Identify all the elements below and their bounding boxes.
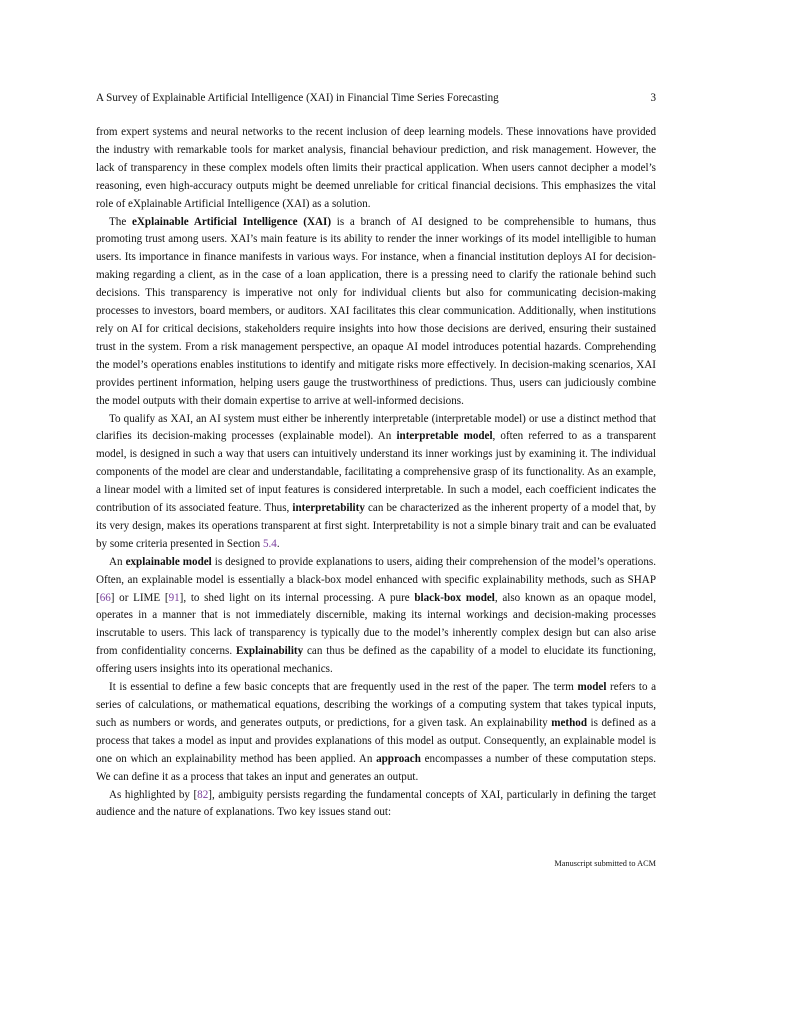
text-run: An — [109, 555, 126, 568]
page-number: 3 — [650, 92, 656, 104]
citation-link-91[interactable]: 91 — [168, 591, 180, 604]
text-run: ], ambiguity persists regarding the fundamental concepts of XAI, particularly in defining the target audience and the nature of explanations. Two key issues stand out: — [96, 788, 656, 819]
paragraph-4 — [96, 554, 656, 679]
paragraph-1 — [96, 124, 656, 214]
text-run: It is essential to define a few basic concepts that are frequently used in the rest of the paper. The term — [109, 681, 578, 694]
text-run: As highlighted by [ — [109, 788, 198, 801]
text-run: is designed to provide explanations to users, aiding their comprehension of the model’s operations. Often, an explainable model is essentially a black-box model enhanced with specific explainability methods, such as SHAP [ — [96, 555, 656, 604]
main-body — [96, 124, 656, 822]
paragraph-2 — [96, 214, 656, 411]
text-run: ], to shed light on its internal processing. A pure — [179, 591, 415, 604]
text-run: encompasses a number of these computation steps. We can define it as a process that takes an input and generates an output. — [96, 752, 656, 783]
term-interpretable-model: interpretable model — [396, 430, 493, 443]
text-run: refers to a series of calculations, or mathematical equations, describing the workings of a computing system that takes typical inputs, such as numbers or words, and generates outputs, or predictions, for a given task. An explainability — [96, 681, 656, 729]
text-run: is defined as a process that takes a model as input and provides explanations of this model as output. Consequently, an explainable model is one on which an explainability method has been applied. An — [96, 716, 656, 765]
running-header — [96, 91, 656, 105]
citation-link-82[interactable]: 82 — [197, 788, 209, 801]
term-interpretability: interpretability — [292, 502, 365, 515]
footer-note: Manuscript submitted to ACM — [554, 859, 656, 868]
paragraph-5 — [96, 679, 656, 786]
paragraph-3 — [96, 411, 656, 554]
paragraph-6 — [96, 787, 656, 823]
term-black-box-model: black-box model — [414, 591, 495, 604]
term-method: method — [551, 716, 587, 729]
text-run: can thus be defined as the capability of a model to elucidate its functioning, offering users insights into its operational mechanics. — [96, 645, 656, 676]
citation-link-66[interactable]: 66 — [99, 591, 111, 604]
text-run: , often referred to as a transparent model, is designed in such a way that users can intuitively understand its inner workings just by examining it. The individual components of the model are clear and understandable, facilitating a comprehensive grasp of its functionality. As an example, a linear model with a limited set of input features is considered interpretable. In such a model, each coefficient indicates the contribution of its associated feature. Thus, — [96, 430, 656, 515]
term-explainability: Explainability — [235, 645, 304, 658]
section-link-5-4[interactable]: 5.4 — [262, 537, 277, 550]
term-approach: approach — [376, 752, 421, 765]
text-run: ] or LIME [ — [110, 591, 169, 604]
text-run: The — [109, 215, 132, 228]
text-run: from expert systems and neural networks to the recent inclusion of deep learning models. These innovations have provided the industry with remarkable tools for market analysis, financial behaviour prediction, and risk management. However, the lack of transparency in these complex models often limits their practical application. When users cannot decipher a model’s reasoning, even high-accuracy outputs might be deemed unreliable for critical financial decisions. This emphasizes the vital role of eXplainable Artificial Intelligence (XAI) as a solution. — [96, 126, 656, 210]
text-run: can be characterized as the inherent property of a model that, by its very design, makes its operations transparent at first sight. Interpretability is not a simple binary trait and can be evaluated by some criteria presented in Section — [96, 502, 656, 550]
term-explainable-model: explainable model — [125, 555, 212, 568]
text-run: . — [276, 537, 280, 550]
text-run: is a branch of AI designed to be comprehensible to humans, thus promoting trust among users. XAI’s main feature is its ability to render the inner workings of its model intelligible to human users. Its importance in finance manifests in various ways. For instance, when a financial institution deploys AI for decision-making regarding a client, as in the case of a loan application, there is a pressing need to clarify the rationale behind such decisions. This transparency is imperative not only for individual clients but also for communicating decision-making processes to investors, board members, or auditors. XAI facilitates this clear communication. Additionally, when institutions rely on AI for critical decisions, stakeholders require insights into how those decisions are derived, ensuring their sustained trust in the system. From a risk management perspective, an opaque AI model introduces potential hazards. Comprehending the model’s operations enables institutions to identify and mitigate risks more effectively. In decision-making scenarios, XAI provides pertinent information, helping users gauge the trustworthiness of predictions. Thus, users can judiciously combine the model outputs with their domain expertise to arrive at well-informed decisions. — [96, 215, 656, 407]
term-model: model — [577, 681, 607, 694]
term-xai: eXplainable Artificial Intelligence (XAI) — [132, 215, 332, 228]
text-run: To qualify as XAI, an AI system must either be inherently interpretable (interpretable model) or use a distinct method that clarifies its decision-making processes (explainable model). An — [96, 412, 656, 443]
text-run: , also known as an opaque model, operates in a manner that is not immediately discernible, making its internal workings and decision-making processes inscrutable to users. This lack of transparency is typically due to the model’s inherently complex design but can also arise from confidentiality concerns. — [96, 591, 657, 658]
running-title: A Survey of Explainable Artificial Intelligence (XAI) in Financial Time Series Forecasting — [96, 92, 499, 104]
